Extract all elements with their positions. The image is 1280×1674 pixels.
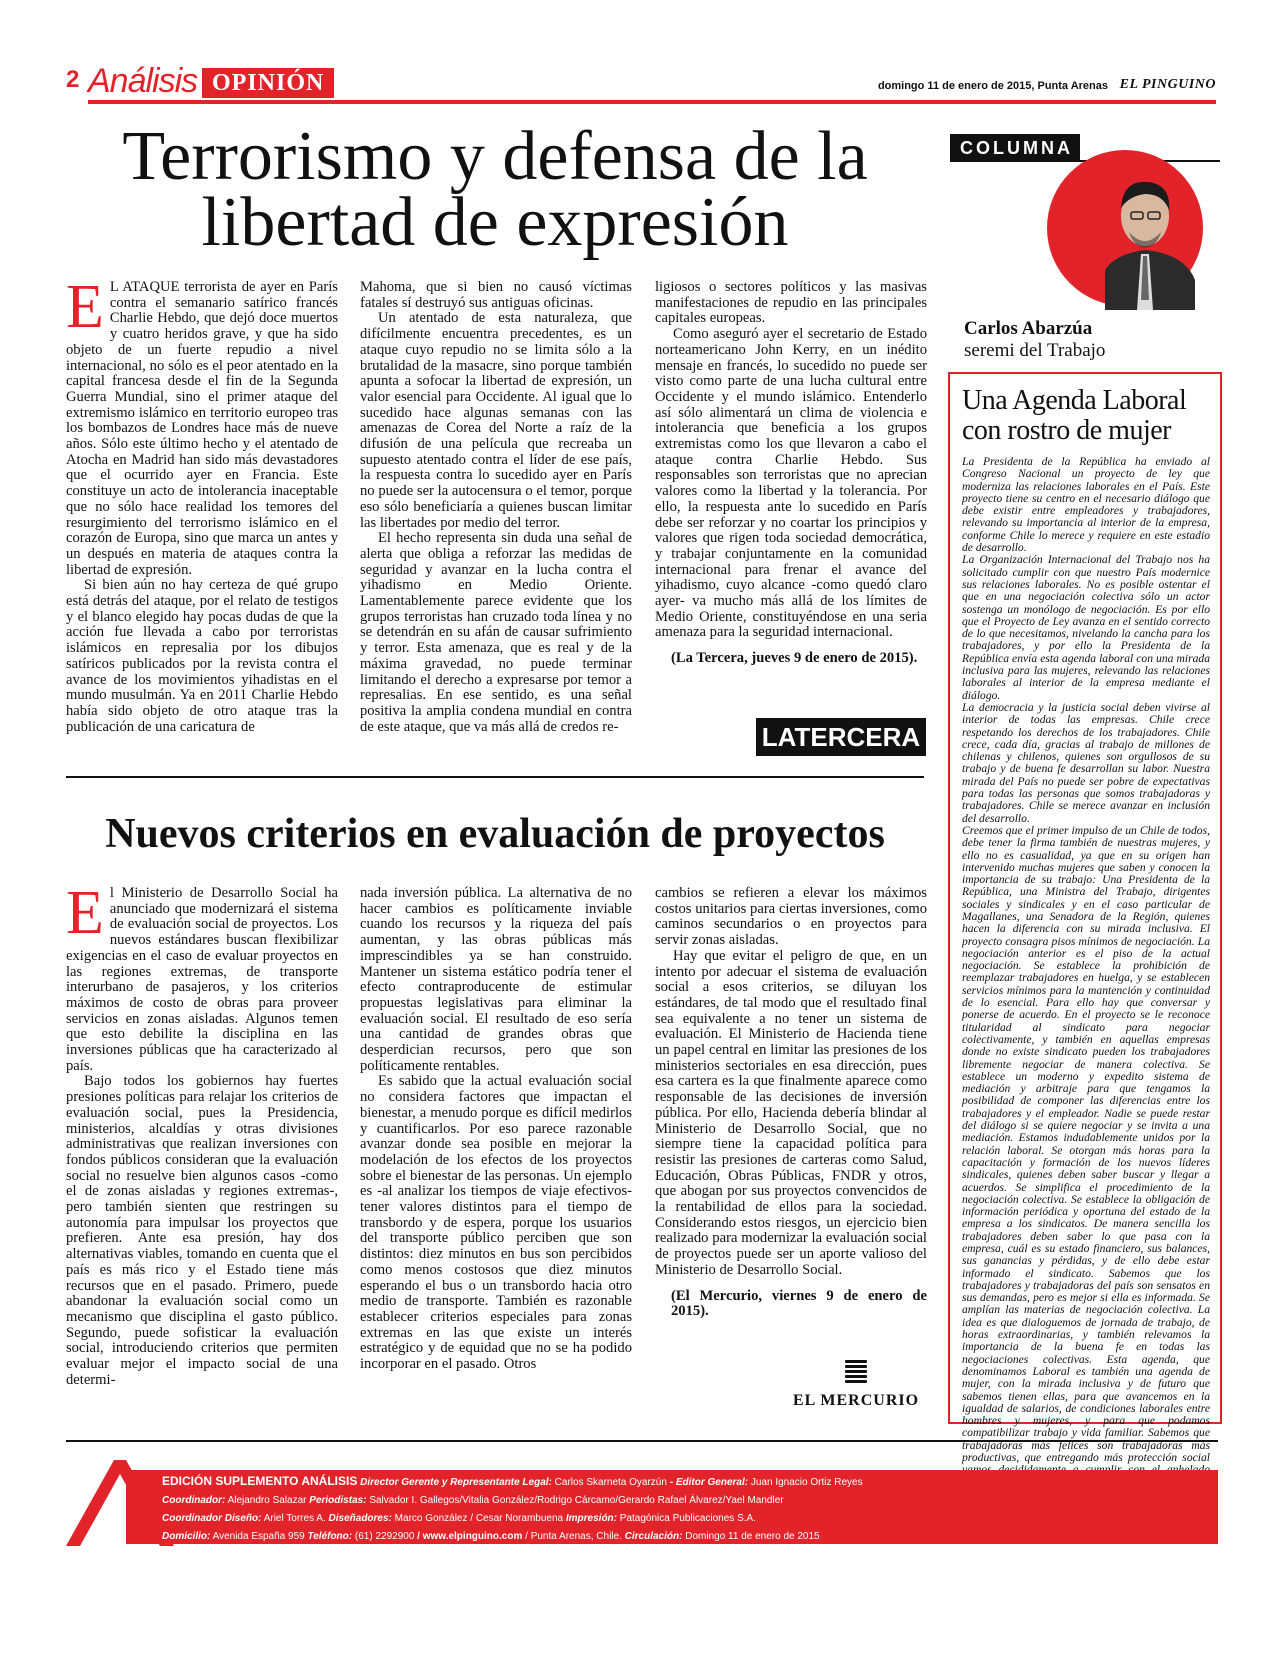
- newspaper-logo: EL PINGUINO: [1119, 77, 1216, 92]
- author-role: seremi del Trabajo: [964, 340, 1106, 361]
- article1-paragraph: Un atentado de esta naturaleza, que difícilmente encuentra precedentes, es un ataque cuyo repudio no se limita sólo a la brutalidad de la masacre, sino porque también apunta a sofocar la libertad de expresión, un valor esencial para Occidente. Al igual que lo sucedido hace algunas semanas con las amenazas de Corea del Norte a raíz de la difusión de una película que recreaba un supuesto atentado contra el líder de ese país, la respuesta contra lo sucedido ayer en París no puede ser la autocensura o el temor, porque eso sólo beneficiaría a quienes buscan limitar las libertades por medio del terror.: [360, 310, 632, 531]
- drop-cap: E: [66, 273, 104, 341]
- article2-column-3: [655, 886, 927, 1320]
- article2-paragraph: nada inversión pública. La alternativa de no hacer cambios es políticamente inviable cuando los recursos y la riqueza del país aumentan, y las obras públicas más imprescindibles ya se han construido. Mantener un sistema estático podría tener el efecto contraproducente de estimular propuestas legislativas para eliminar la evaluación social. El resultado de eso sería una cantidad de grandes obras que desperdician recursos, pero que son políticamente rentables.: [360, 885, 632, 1074]
- article1-column-3: [655, 280, 927, 667]
- article2-paragraph: El Ministerio de Desarrollo Social ha anunciado que modernizará el sistema de evaluación social de proyectos. Los nuevos estándares buscan flexibilizar exigencias en el caso de evaluar proyectos en las regiones extremas, de transporte interurbano de pasajeros, y los criterios máximos de costo de obras para proveer servicios en zonas aisladas. Algunos temen que esto debilite la disciplina en las inversiones públicas que ha caracterizado al país.: [66, 879, 338, 1074]
- author-name: Carlos Abarzúa: [964, 318, 1093, 339]
- article1-paragraph: Como aseguró ayer el secretario de Estado norteamericano John Kerry, en un inédito mensaje en francés, lo sucedido no puede ser visto como parte de una lucha cultural entre Occidente y el mundo islámico. Entenderlo así sólo alimentará un clima de violencia e intolerancia que beneficia a los grupos extremistas como los que llevaron a cabo el ataque contra Charlie Hebdo. Sus responsables son terroristas que no aprecian valores como la libertad y la tolerancia. Por ello, la respuesta ante lo sucedido en París debe ser reforzar y no coartar los principios y valores que rigen toda sociedad democrática, y trabajar conjuntamente en la comunidad internacional para frenar el avance del yihadismo, cuyo alcance -como quedó claro ayer- va mucho más allá de los límites de Medio Oriente, constituyéndose en una seria amenaza para la seguridad internacional.: [655, 326, 927, 641]
- article2-paragraph: cambios se refieren a elevar los máximos costos unitarios para ciertas inversiones, como caminos secundarios o en proyectos para servir zonas aisladas.: [655, 885, 927, 949]
- article1-column-2: [360, 280, 632, 735]
- footer-credits: [66, 1460, 1218, 1546]
- column-body: [962, 456, 1210, 1489]
- article1-column-1: [66, 273, 338, 735]
- article2-paragraph: Es sabido que la actual evaluación social no considera factores que impactan el bienestar, a menudo porque es difícil medirlos y cuantificarlos. Por eso parece razonable avanzar donde sea posible en mejorar la modelación de los efectos de los proyectos sobre el bienestar de las personas. Un ejemplo es -al analizar los tiempos de viaje efectivos- tener valores distintos para el tiempo de transbordo y de espera, porque los usuarios del transporte público perciben que son distintos: diez minutos en bus son percibidos como menos costosos que diez minutos esperando el bus o un transbordo hacia otro medio de transporte. También es razonable establecer criterios especiales para zonas extremas en las que existe un interés estratégico y de equidad que no se ha podido incorporar en el pasado. Otros: [360, 1073, 632, 1373]
- article1-paragraph: Mahoma, que si bien no causó víctimas fatales sí destruyó sus antiguas oficinas.: [360, 279, 632, 311]
- page-header: [66, 62, 1216, 100]
- dateline: domingo 11 de enero de 2015, Punta Arenas: [877, 80, 1108, 92]
- column-title: Una Agenda Laboral con rostro de mujer: [962, 385, 1187, 446]
- section-name: Análisis: [88, 62, 198, 100]
- column-box: [948, 372, 1222, 1465]
- article2-column-2: [360, 886, 632, 1373]
- article1-paragraph: El hecho representa sin duda una señal de alerta que obliga a reforzar las medidas de seguridad y avanzar en la lucha contra el yihadismo en Medio Oriente. Lamentablemente parece evidente que los grupos terroristas han cruzado toda línea y no se detendrán en su afán de causar sufrimiento y terror. Esta amenaza, que es real y de la máxima gravedad, no puede terminar limitando el derecho a expresarse por temor a represalias. En ese sentido, es una señal positiva la amplia condena mundial en contra de este ataque, que va más allá de credos re-: [360, 530, 632, 735]
- article2-column-1: [66, 879, 338, 1389]
- footer-line-3: Coordinador Diseño: Ariel Torres A. Diseñadores: Marco González / Cesar Norambuena Impresión: Patagónica Publicaciones S.A.: [162, 1513, 756, 1524]
- article2-title: Nuevos criterios en evaluación de proyectos: [105, 811, 885, 857]
- column-label: COLUMNA: [950, 134, 1080, 162]
- column-paragraph: La democracia y la justicia social deben vivirse al interior de todas las empresas. Chile crece respetando los derechos de los trabajadores. Chile crece, cada día, gracias al trabajo de millones de chilenas y chilenos, quienes son orgullosos de su trabajo y de buena fe desarrollan su labor. Nuestra mirada del País no puede ser pobre de expectativas para todas las personas que somos trabajadoras y trabajadores. Chile se merece avanzar en inclusión del desarrollo.: [962, 700, 1210, 825]
- article2-paragraph: Bajo todos los gobiernos hay fuertes presiones políticas para relajar los criterios de evaluación social, pues la Presidencia, ministerios, alcaldías y otras divisiones administrativas que realizan inversiones con fondos públicos consideran que la evaluación social no resuelve bien algunos casos -como el de zonas aisladas y regiones extremas-, pero también sienten que restringen su autonomía para impulsar los proyectos que prefieren. Ante esa presión, hay dos alternativas viables, tomando en cuenta que el país es más rico y el Estado tiene más recursos que en el pasado. Primero, puede abandonar la evaluación social como un mecanismo que disciplina el gasto público. Segundo, puede sofisticar la evaluación social, introduciendo criterios que permiten evaluar mejor el impacto social de una determi-: [66, 1073, 338, 1388]
- subsection-badge: OPINIÓN: [202, 68, 334, 98]
- footer-line-2: Coordinador: Alejandro Salazar Periodistas: Salvador I. Gallegos/Vitalia González/Rodrigo Cárcamo/Gerardo Rafael Álvarez/Yael Mandler: [162, 1495, 784, 1506]
- footer-line-1: EDICIÓN SUPLEMENTO ANÁLISIS Director Gerente y Representante Legal: Carlos Skarneta Oyarzún - Editor General: Juan Ignacio Ortiz Reyes: [162, 1474, 863, 1488]
- column-paragraph: Creemos que el primer impulso de un Chile de todos, debe tener la firma también de nuestras mujeres, y ello no es casualidad, ya que en su origen han intervenido muchas mujeres que saben y conocen la importancia de su trabajo: Una Presidenta de la República, una Ministra del Trabajo, dirigentes sociales y sindicales y en el caso particular de Magallanes, una Senadora de la Región, quienes hacen la diferencia con su mirada inclusiva. El proyecto consagra pisos mínimos de negociación. La negociación anterior es el piso de la actual negociación. Se establece la prohibición de reemplazar trabajadores en huelga, y se establecen servicios mínimos para la mantención y continuidad de lo esencial. Para ello hay que conversar y ponerse de acuerdo. En el proyecto se le reconoce titularidad al sindicato para negociar colectivamente, y también en aquellas empresas donde no existe sindicato pueden los trabajadores libremente negociar de manera colectiva. Se establece un moderno y expedito sistema de mediación y arbitraje para que tengamos la posibilidad de componer las diferencias entre los trabajadores y el empleador. Nadie se puede restar del diálogo si se quiere negociar y se invita a una mediación. Estamos indudablemente unidos por la relación laboral. Se otorgan más horas para la capacitación y formación de los nuevos líderes sindicales, quienes deben saber buscar y llegar a acuerdos. Se simplifica el procedimiento de la negociación colectiva. Se establece la obligación de información periódica y oportuna del estado de la empresa a los sindicatos. De manera sencilla los trabajadores deben saber lo que pasa con la empresa, cuál es su estado financiero, sus balances, sus ganancias y pérdidas, y de ello debe estar informado el sindicato. Sabemos que los trabajadores y trabajadoras del país son sensatos en sus demandas, pero es mejor si ella es informada. Se amplían las materias de negociación colectiva. La idea es que dialoguemos de jornada de trabajo, de horas extraordinarias, y también relevamos la importancia de la buena fe en todas las negociaciones colectivas. Esta agenda, que denominamos Laboral es también una agenda de mujer, con la mirada inclusiva y de futuro que sabemos tienen ellas, para que avancemos en la igualdad de salarios, de condiciones laborales entre hombres y mujeres, y para que podamos compatibilizar trabajo y vida familiar. Sabemos que trabajadoras más felices son trabajadoras más productivas, que entregando más protección social: [962, 823, 1210, 1465]
- article1-paragraph: E L ATAQUE terrorista de ayer en París contra el semanario satírico francés Charlie Hebdo, que dejó doce muertos y cuatro heridos grave, y que ha sido objeto de un fuerte repudio a nivel internacional, no sólo es el peor atentado en la capital francesa desde el fin de la Segunda Guerra Mundial, sino el primer ataque del extremismo islámico en territorio europeo tras los bombazos de Londres hace más de nueve años. Sólo este último hecho y el atentado de Atocha en Madrid han sido más devastadores que el ocurrido ayer en Francia. Este constituye un acto de intolerancia inaceptable que no sólo hace realidad los temores del resurgimiento del terrorismo islámico en el corazón de Europa, sino que marca un antes y un después en materia de ataques contra la libertad de expresión.: [66, 273, 338, 578]
- article1-body: [66, 273, 928, 760]
- el-mercurio-wordmark: EL MERCURIO: [792, 1392, 920, 1409]
- footer-line-4: Domicilio: Avenida España 959 Teléfono: (61) 2292900 / www.elpinguino.com / Punta Arenas, Chile. Circulación: Domingo 11 de enero de 2015: [162, 1531, 820, 1542]
- article1-source: (La Tercera, jueves 9 de enero de 2015).: [671, 650, 918, 667]
- article1-title: Terrorismo y defensa de la libertad de expresión: [122, 118, 868, 261]
- footer-text: [162, 1472, 1212, 1546]
- article2-source: (El Mercurio, viernes 9 de enero de 2015).: [671, 1287, 927, 1320]
- column-paragraph: La Presidenta de la República ha enviado al Congreso Nacional un proyecto de ley que moderniza las relaciones laborales en el País. Este proyecto tiene su centro en el necesario diálogo que debe existir entre empleadores y trabajadores, relevando su importancia al interior de la empresa, conforme Chile lo merece y requiere en este estadio de desarrollo.: [962, 455, 1210, 555]
- article2-body: [66, 879, 928, 1406]
- drop-cap: E: [66, 879, 104, 947]
- column-paragraph: La Organización Internacional del Trabajo nos ha solicitado cumplir con que nuestro País modernice sus relaciones laborales. No es posible ostentar el que en una negociación colectiva sólo un actor sostenga un monólogo de negociación. Es por ello que el Proyecto de Ley avanza en el sentido correcto de lo que necesitamos, nivelando la cancha para los trabajadores, y por ello la Presidenta de la República envía esta agenda laboral con una mirada inclusiva para las mujeres, relevando las relaciones laborales al interior de la empresa mediante el diálogo.: [962, 553, 1210, 702]
- header-rule: [88, 100, 1216, 104]
- el-mercurio-logo: [786, 1360, 926, 1410]
- article2-paragraph: Hay que evitar el peligro de que, en un intento por adecuar el sistema de evaluación social a esos criterios, se diluyan los estándares, de tal modo que el resultado final sea equivalente a no tener un sistema de evaluación. El Ministerio de Hacienda tiene un papel central en limitar las presiones de los ministerios sectoriales en esa dirección, pues esa cartera es la que finalmente aparece como responsable de las decisiones de inversión pública. Por ello, Hacienda debería blindar al Ministerio de Desarrollo Social, que no siempre tiene la capacidad política para resistir las presiones de carteras como Salud, Educación, Obras Públicas, FNDR y otros, que abogan por sus proyectos convencidos de la rentabilidad de ellos para la sociedad. Considerando estos riesgos, un ejercicio bien realizado para modernizar la evaluación social de proyectos puede ser un aporte valioso del Ministerio de Desarrollo Social.: [655, 947, 927, 1278]
- author-portrait: [1045, 150, 1215, 310]
- article1-paragraph: Si bien aún no hay certeza de qué grupo está detrás del ataque, por el relato de testigos y el blanco elegido hay pocas dudas de que la acción fue llevada a cabo por terroristas islámicos en represalia por los dibujos satíricos publicados por la revista contra el avance de los movimientos yihadistas en el mundo musulmán. Ya en 2011 Charlie Hebdo había sido objeto de otro ataque tras la publicación de una caricatura de: [66, 577, 338, 735]
- section-divider: [66, 776, 924, 778]
- article1-paragraph: ligiosos o sectores políticos y las masivas manifestaciones de repudio en las principales capitales europeas.: [655, 279, 927, 327]
- la-tercera-logo: LATERCERA: [756, 718, 926, 756]
- page-number: 2: [66, 66, 80, 93]
- author-byline: [964, 318, 1105, 362]
- mercurio-emblem-icon: [845, 1360, 867, 1388]
